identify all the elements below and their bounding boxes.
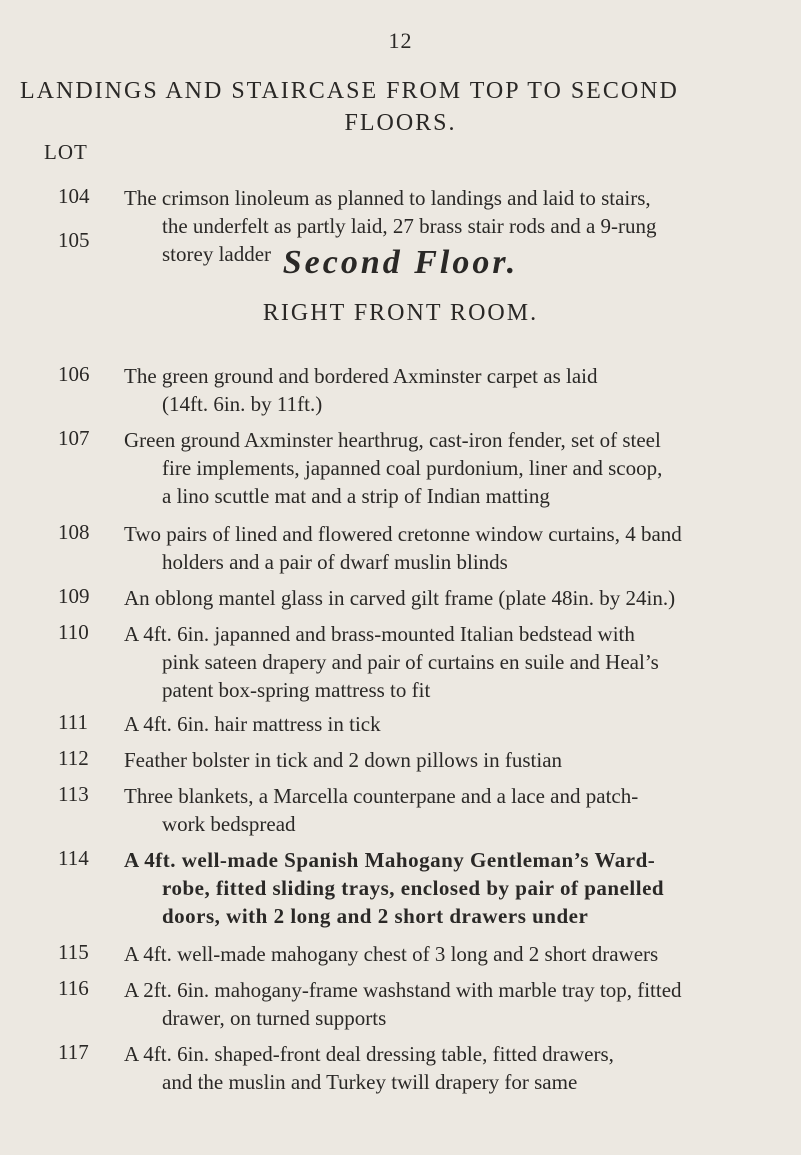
lot-number: 109 [58, 584, 90, 608]
section-heading: Second Floor. [282, 244, 519, 281]
lot-description-line: robe, fitted sliding trays, enclosed by pair of panelled [162, 876, 665, 900]
lot-description-line: A 2ft. 6in. mahogany-frame washstand with marble tray top, fitted [124, 978, 682, 1002]
lot-description [124, 584, 784, 612]
lot-description [124, 940, 784, 968]
lot-description-line: storey ladder [162, 242, 272, 266]
lot-description [124, 976, 784, 1032]
lot-number: 117 [58, 1040, 89, 1064]
lot-description-line: pink sateen drapery and pair of curtains en suile and Heal’s [162, 650, 659, 674]
lot-description [124, 746, 784, 774]
lot-description [124, 620, 784, 704]
lot-description [124, 520, 784, 576]
lot-description-line: A 4ft. well-made Spanish Mahogany Gentleman’s Ward- [124, 848, 656, 872]
lot-number: 110 [58, 620, 89, 644]
page-title: LANDINGS AND STAIRCASE FROM TOP TO SECOND [20, 78, 679, 104]
lot-description-line: Feather bolster in tick and 2 down pillows in fustian [124, 748, 563, 772]
lot-number: 104 [58, 184, 90, 208]
lot-number: 115 [58, 940, 89, 964]
lot-number: 106 [58, 362, 90, 386]
lot-description [124, 426, 784, 510]
lot-description-line: drawer, on turned supports [162, 1006, 387, 1030]
page-number: 12 [388, 28, 413, 53]
lot-description-line: An oblong mantel glass in carved gilt frame (plate 48in. by 24in.) [124, 586, 676, 610]
lot-description [124, 782, 784, 838]
lot-description-line: Green ground Axminster hearthrug, cast-iron fender, set of steel [124, 428, 661, 452]
lot-description-line: work bedspread [162, 812, 296, 836]
lot-description [124, 846, 784, 930]
lot-description-line: holders and a pair of dwarf muslin blinds [162, 550, 508, 574]
room-heading: RIGHT FRONT ROOM. [262, 300, 539, 326]
lot-number: 105 [58, 228, 90, 252]
lot-number: 113 [58, 782, 89, 806]
lot-number: 116 [58, 976, 89, 1000]
lot-number: 107 [58, 426, 90, 450]
lot-description-line: The crimson linoleum as planned to landings and laid to stairs, [124, 186, 651, 210]
lot-description-line: A 4ft. 6in. japanned and brass-mounted Italian bedstead with [124, 622, 635, 646]
lot-description-line: (14ft. 6in. by 11ft.) [162, 392, 323, 416]
lot-description-line: A 4ft. 6in. shaped-front deal dressing table, fitted drawers, [124, 1042, 614, 1066]
lot-description-line: and the muslin and Turkey twill drapery for same [162, 1070, 578, 1094]
lot-column-header: LOT [44, 140, 88, 164]
lot-description [124, 1040, 784, 1096]
lot-description-line: Two pairs of lined and flowered cretonne window curtains, 4 band [124, 522, 682, 546]
lot-description [124, 362, 784, 418]
lot-description-line: doors, with 2 long and 2 short drawers under [162, 904, 589, 928]
lot-description-line: A 4ft. well-made mahogany chest of 3 long and 2 short drawers [124, 942, 659, 966]
lot-number: 108 [58, 520, 90, 544]
lot-description-line: the underfelt as partly laid, 27 brass stair rods and a 9-rung [162, 214, 657, 238]
lot-description [124, 710, 784, 738]
lot-description-line: fire implements, japanned coal purdonium, liner and scoop, [162, 456, 663, 480]
lot-description-line: The green ground and bordered Axminster carpet as laid [124, 364, 598, 388]
lot-description-line: A 4ft. 6in. hair mattress in tick [124, 712, 381, 736]
lot-number: 112 [58, 746, 89, 770]
lot-number: 114 [58, 846, 89, 870]
lot-description-line: a lino scuttle mat and a strip of Indian matting [162, 484, 550, 508]
lot-description-line: patent box-spring mattress to fit [162, 678, 431, 702]
lot-description-line: Three blankets, a Marcella counterpane and a lace and patch- [124, 784, 639, 808]
lot-number: 111 [58, 710, 88, 734]
page-title-continuation: FLOORS. [344, 110, 457, 136]
